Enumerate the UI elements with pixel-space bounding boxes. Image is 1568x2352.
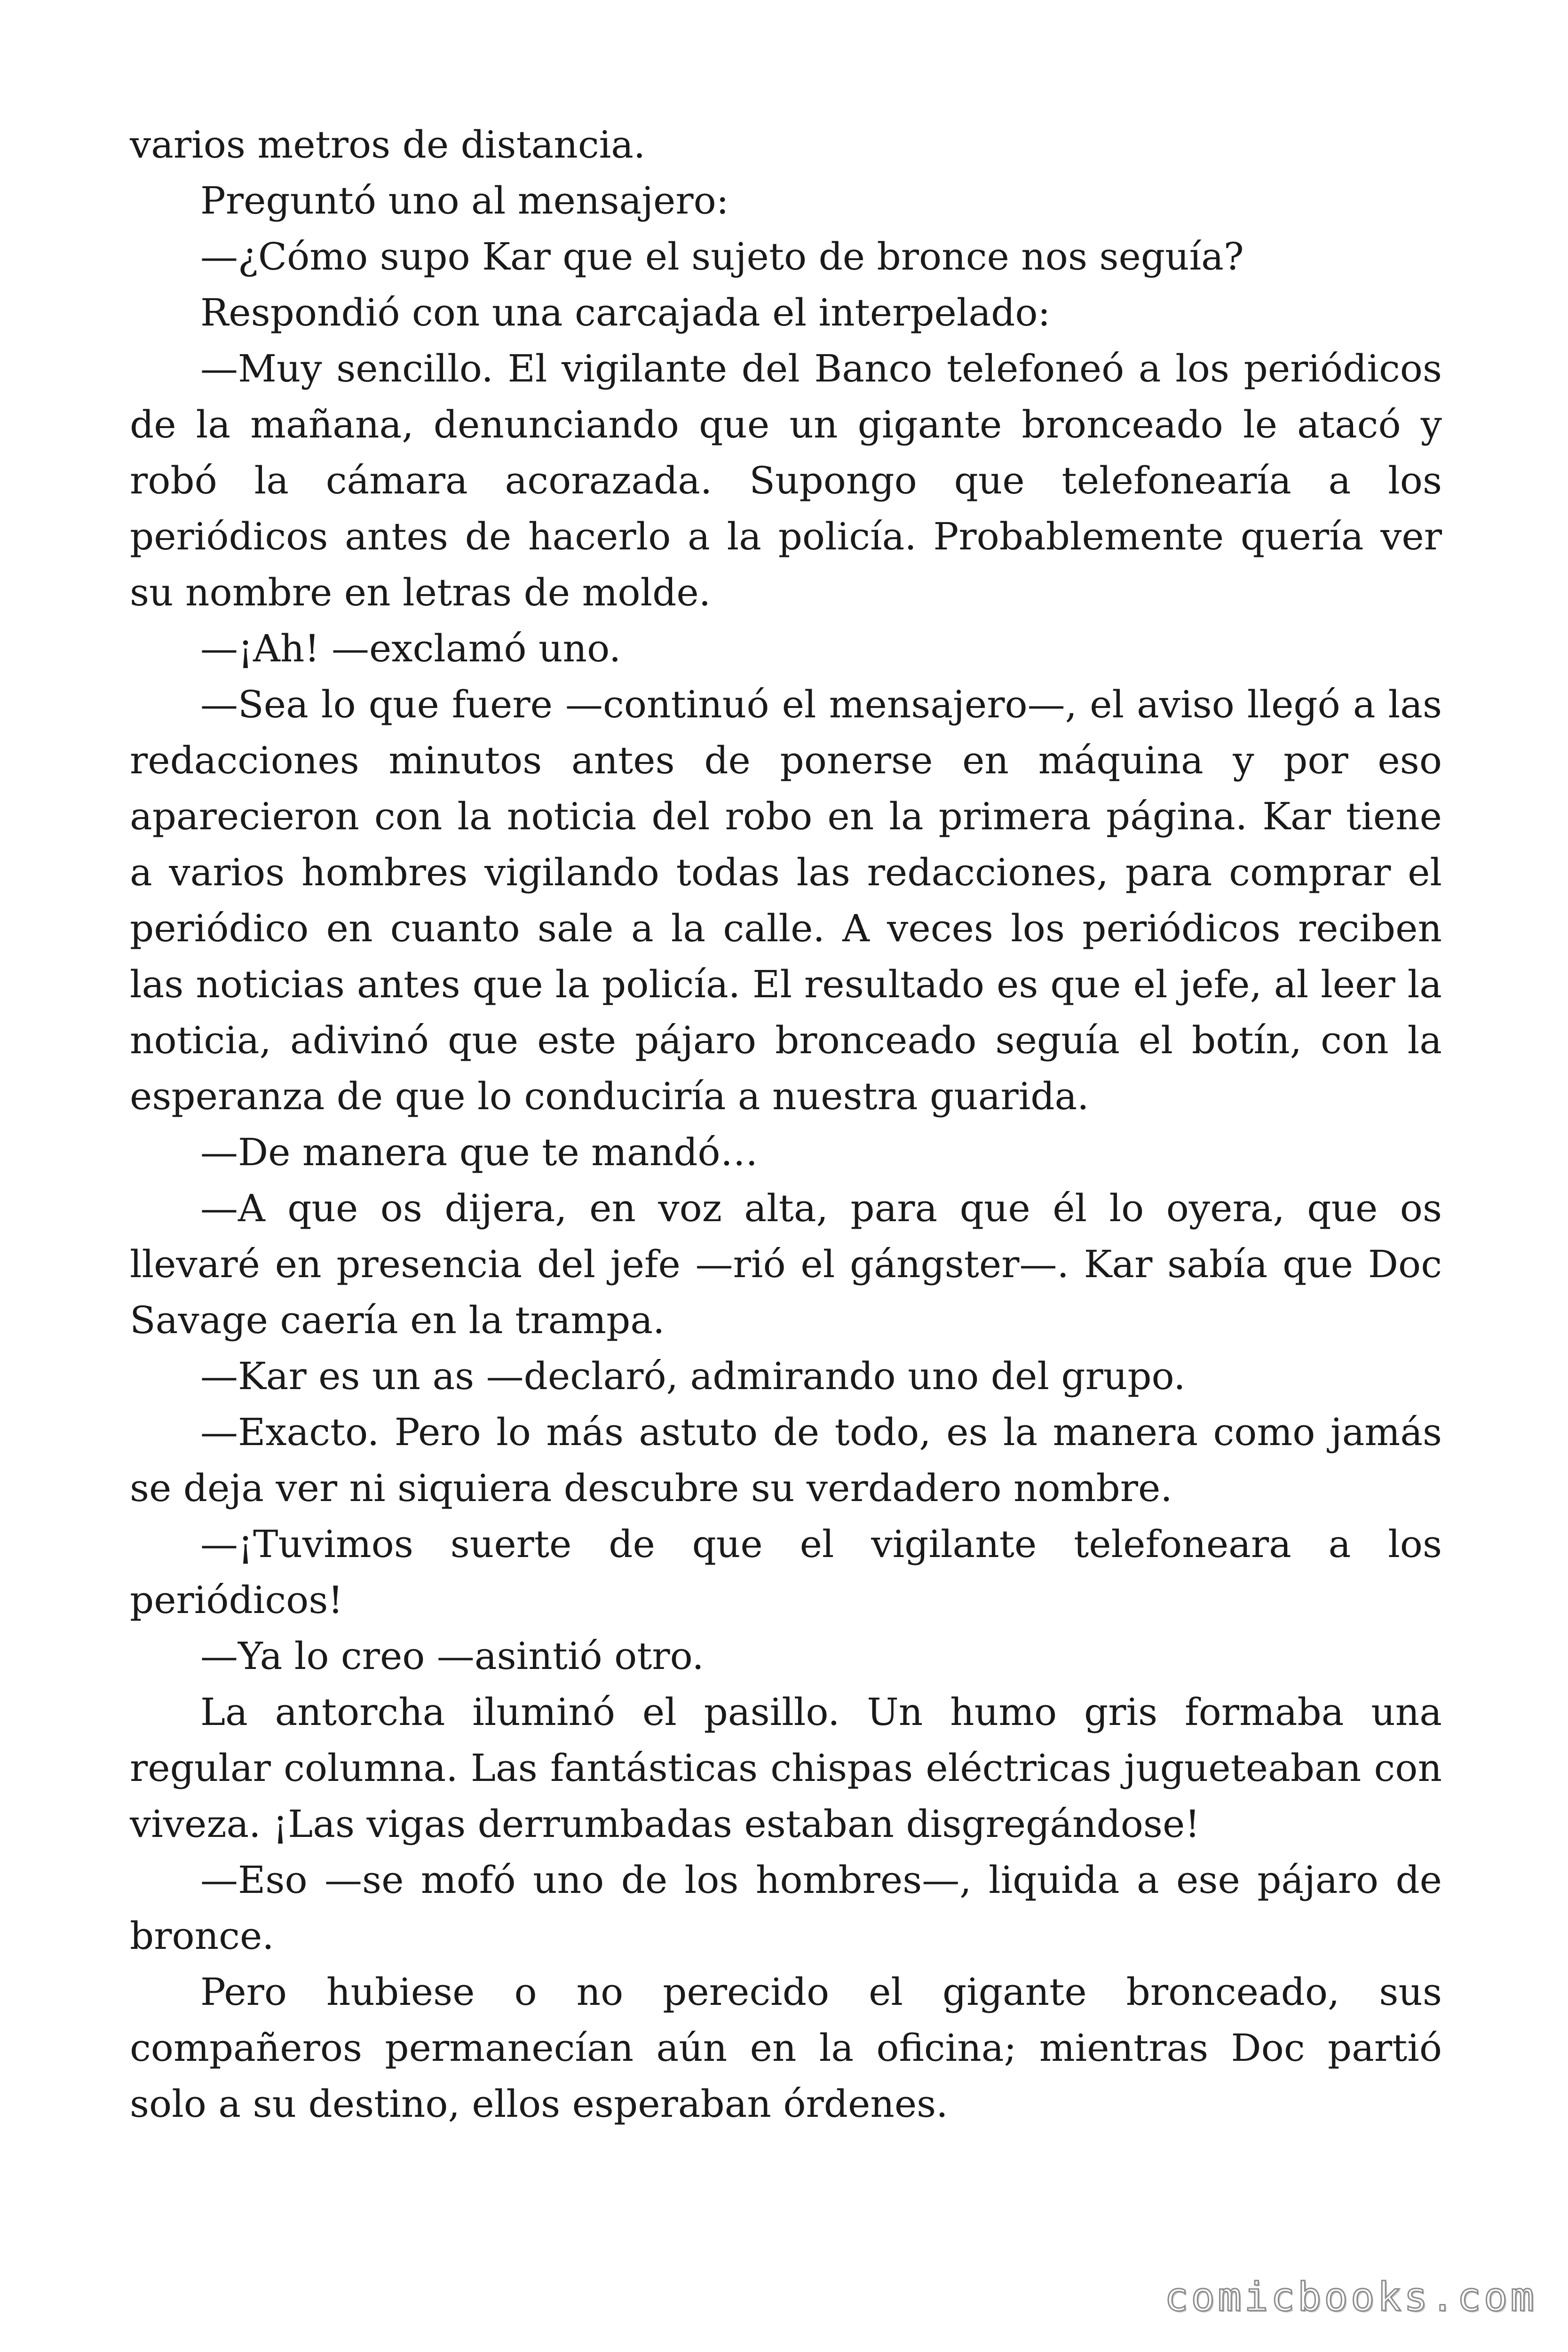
paragraph: —A que os dijera, en voz alta, para que él lo oyera, que os llevaré en presencia del jefe —rió el gángster—. Kar sabía que Doc Savage caería en la trampa.: [130, 1186, 1442, 1342]
paragraph: —Exacto. Pero lo más astuto de todo, es la manera como jamás se deja ver ni siquiera descubre su verdadero nombre.: [130, 1410, 1442, 1510]
paragraph: Preguntó uno al mensajero:: [200, 179, 729, 222]
paragraph: —¿Cómo supo Kar que el sujeto de bronce nos seguía?: [200, 235, 1244, 278]
paragraph: —Muy sencillo. El vigilante del Banco telefoneó a los periódicos de la mañana, denunciando que un gigante bronceado le atacó y robó la cámara acorazada. Supongo que telefonearía a los periódicos antes de hacerlo a la policía. Probablemente quería ver su nombre en letras de molde.: [130, 347, 1442, 614]
paragraph: —Eso —se mofó uno de los hombres—, liquida a ese pájaro de bronce.: [130, 1858, 1442, 1958]
paragraph: —Ya lo creo —asintió otro.: [200, 1634, 704, 1678]
paragraph: —De manera que te mandó…: [200, 1130, 758, 1174]
paragraph: Respondió con una carcajada el interpelado:: [200, 291, 1051, 334]
paragraph: —Kar es un as —declaró, admirando uno del grupo.: [200, 1354, 1186, 1398]
paragraph: —Sea lo que fuere —continuó el mensajero—, el aviso llegó a las redacciones minutos antes de ponerse en máquina y por eso aparecieron con la noticia del robo en la primera página. Kar tiene a varios hombres vigilando todas las redacciones, para comprar el periódico en cuanto sale a la calle. A veces los periódicos reciben las noticias antes que la policía. El resultado es que el jefe, al leer la noticia, adivinó que este pájaro bronceado seguía el botín, con la esperanza de que lo conduciría a nuestra guarida.: [130, 683, 1442, 1118]
paragraph: varios metros de distancia.: [130, 123, 646, 167]
body-text: [130, 117, 1442, 2132]
watermark: comicbooks.com: [1164, 2274, 1537, 2320]
paragraph: Pero hubiese o no perecido el gigante bronceado, sus compañeros permanecían aún en la oficina; mientras Doc partió solo a su destino, ellos esperaban órdenes.: [130, 1970, 1442, 2126]
paragraph: —¡Ah! —exclamó uno.: [200, 627, 621, 670]
paragraph: La antorcha iluminó el pasillo. Un humo gris formaba una regular columna. Las fantásticas chispas eléctricas jugueteaban con viveza. ¡Las vigas derrumbadas estaban disgregándose!: [130, 1690, 1442, 1846]
paragraph: —¡Tuvimos suerte de que el vigilante telefoneara a los periódicos!: [130, 1522, 1442, 1622]
